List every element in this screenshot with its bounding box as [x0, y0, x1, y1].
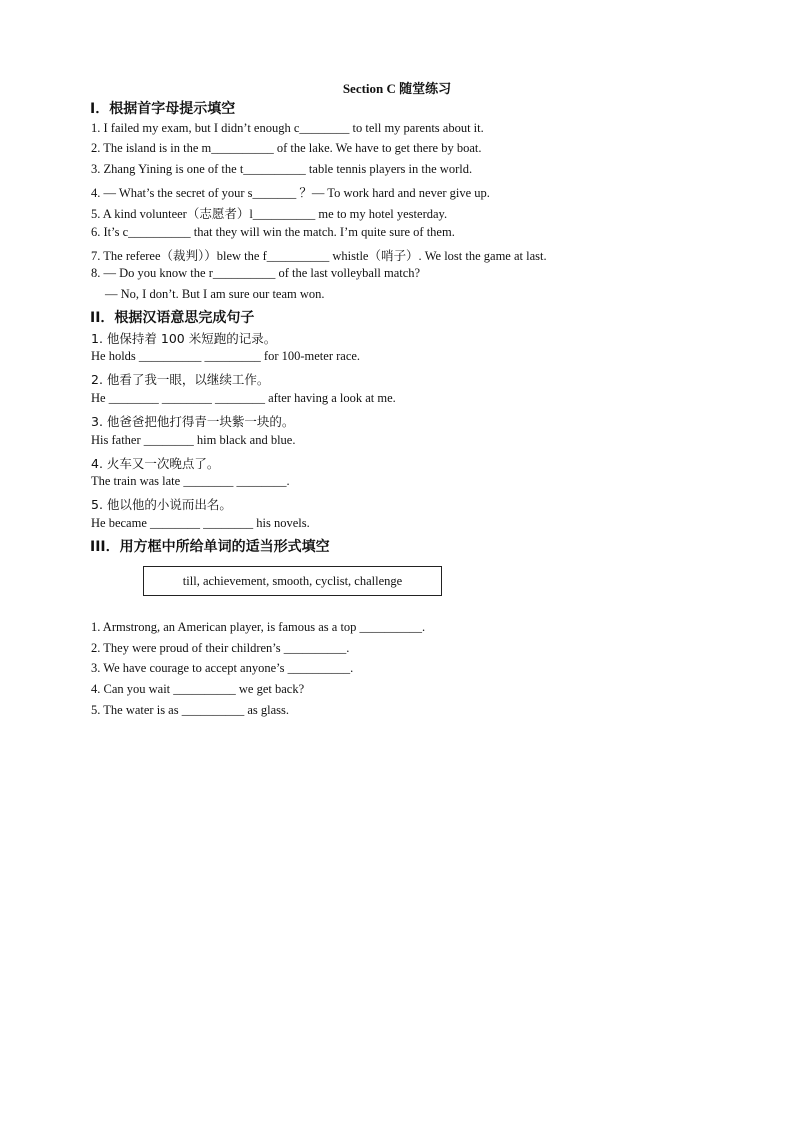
- section-2-heading: II．根据汉语意思完成句子: [90, 310, 255, 326]
- word-box-text: till, achievement, smooth, cyclist, challenge: [182, 573, 403, 588]
- s1-item-2: 2. The island is in the m__________ of the lake. We have to get there by boat.: [91, 141, 482, 155]
- s1-item-1: 1. I failed my exam, but I didn’t enough c________ to tell my parents about it.: [91, 121, 484, 135]
- s2-item-4-cn: 4. 火车又一次晚点了。: [91, 456, 220, 471]
- s3-item-3: 3. We have courage to accept anyone’s __________.: [91, 661, 354, 675]
- s2-item-1-en: He holds __________ _________ for 100-meter race.: [91, 349, 361, 363]
- s2-item-5-en: He became ________ ________ his novels.: [91, 516, 310, 530]
- word-box: [143, 566, 442, 596]
- s1-item-8: 8. — Do you know the r__________ of the last volleyball match?: [91, 266, 421, 280]
- s3-item-4: 4. Can you wait __________ we get back?: [91, 682, 305, 696]
- s2-item-2-cn: 2. 他看了我一眼，以继续工作。: [91, 372, 270, 387]
- section-3-heading: III．用方框中所给单词的适当形式填空: [90, 539, 330, 555]
- s2-item-5-cn: 5. 他以他的小说而出名。: [91, 497, 232, 512]
- section-1-heading: I．根据首字母提示填空: [90, 101, 236, 117]
- s3-item-1: 1. Armstrong, an American player, is famous as a top __________.: [91, 620, 426, 634]
- s2-item-3-en: His father ________ him black and blue.: [91, 433, 296, 447]
- s3-item-5: 5. The water is as __________ as glass.: [91, 703, 290, 717]
- s1-item-5: 5. A kind volunteer（志愿者）l__________ me to my hotel yesterday.: [91, 207, 448, 221]
- s1-item-6: 6. It’s c__________ that they will win the match. I’m quite sure of them.: [91, 225, 455, 239]
- s2-item-4-en: The train was late ________ ________.: [91, 474, 290, 488]
- s2-item-2-en: He ________ ________ ________ after having a look at me.: [91, 391, 396, 405]
- s1-item-8-answer: — No, I don’t. But I am sure our team won.: [105, 287, 325, 301]
- s3-item-2: 2. They were proud of their children’s __________.: [91, 641, 350, 655]
- s1-item-3: 3. Zhang Yining is one of the t__________ table tennis players in the world.: [91, 162, 473, 176]
- s2-item-1-cn: 1. 他保持着 100 米短跑的记录。: [91, 331, 277, 346]
- page-title: Section C 随堂练习: [342, 81, 452, 96]
- s1-item-7: 7. The referee（裁判））blew the f__________ whistle（哨子）. We lost the game at last.: [91, 249, 547, 263]
- s1-item-4: 4. — What’s the secret of your s_______ ？— To work hard and never give up.: [91, 186, 490, 200]
- s2-item-3-cn: 3. 他爸爸把他打得青一块紫一块的。: [91, 414, 295, 429]
